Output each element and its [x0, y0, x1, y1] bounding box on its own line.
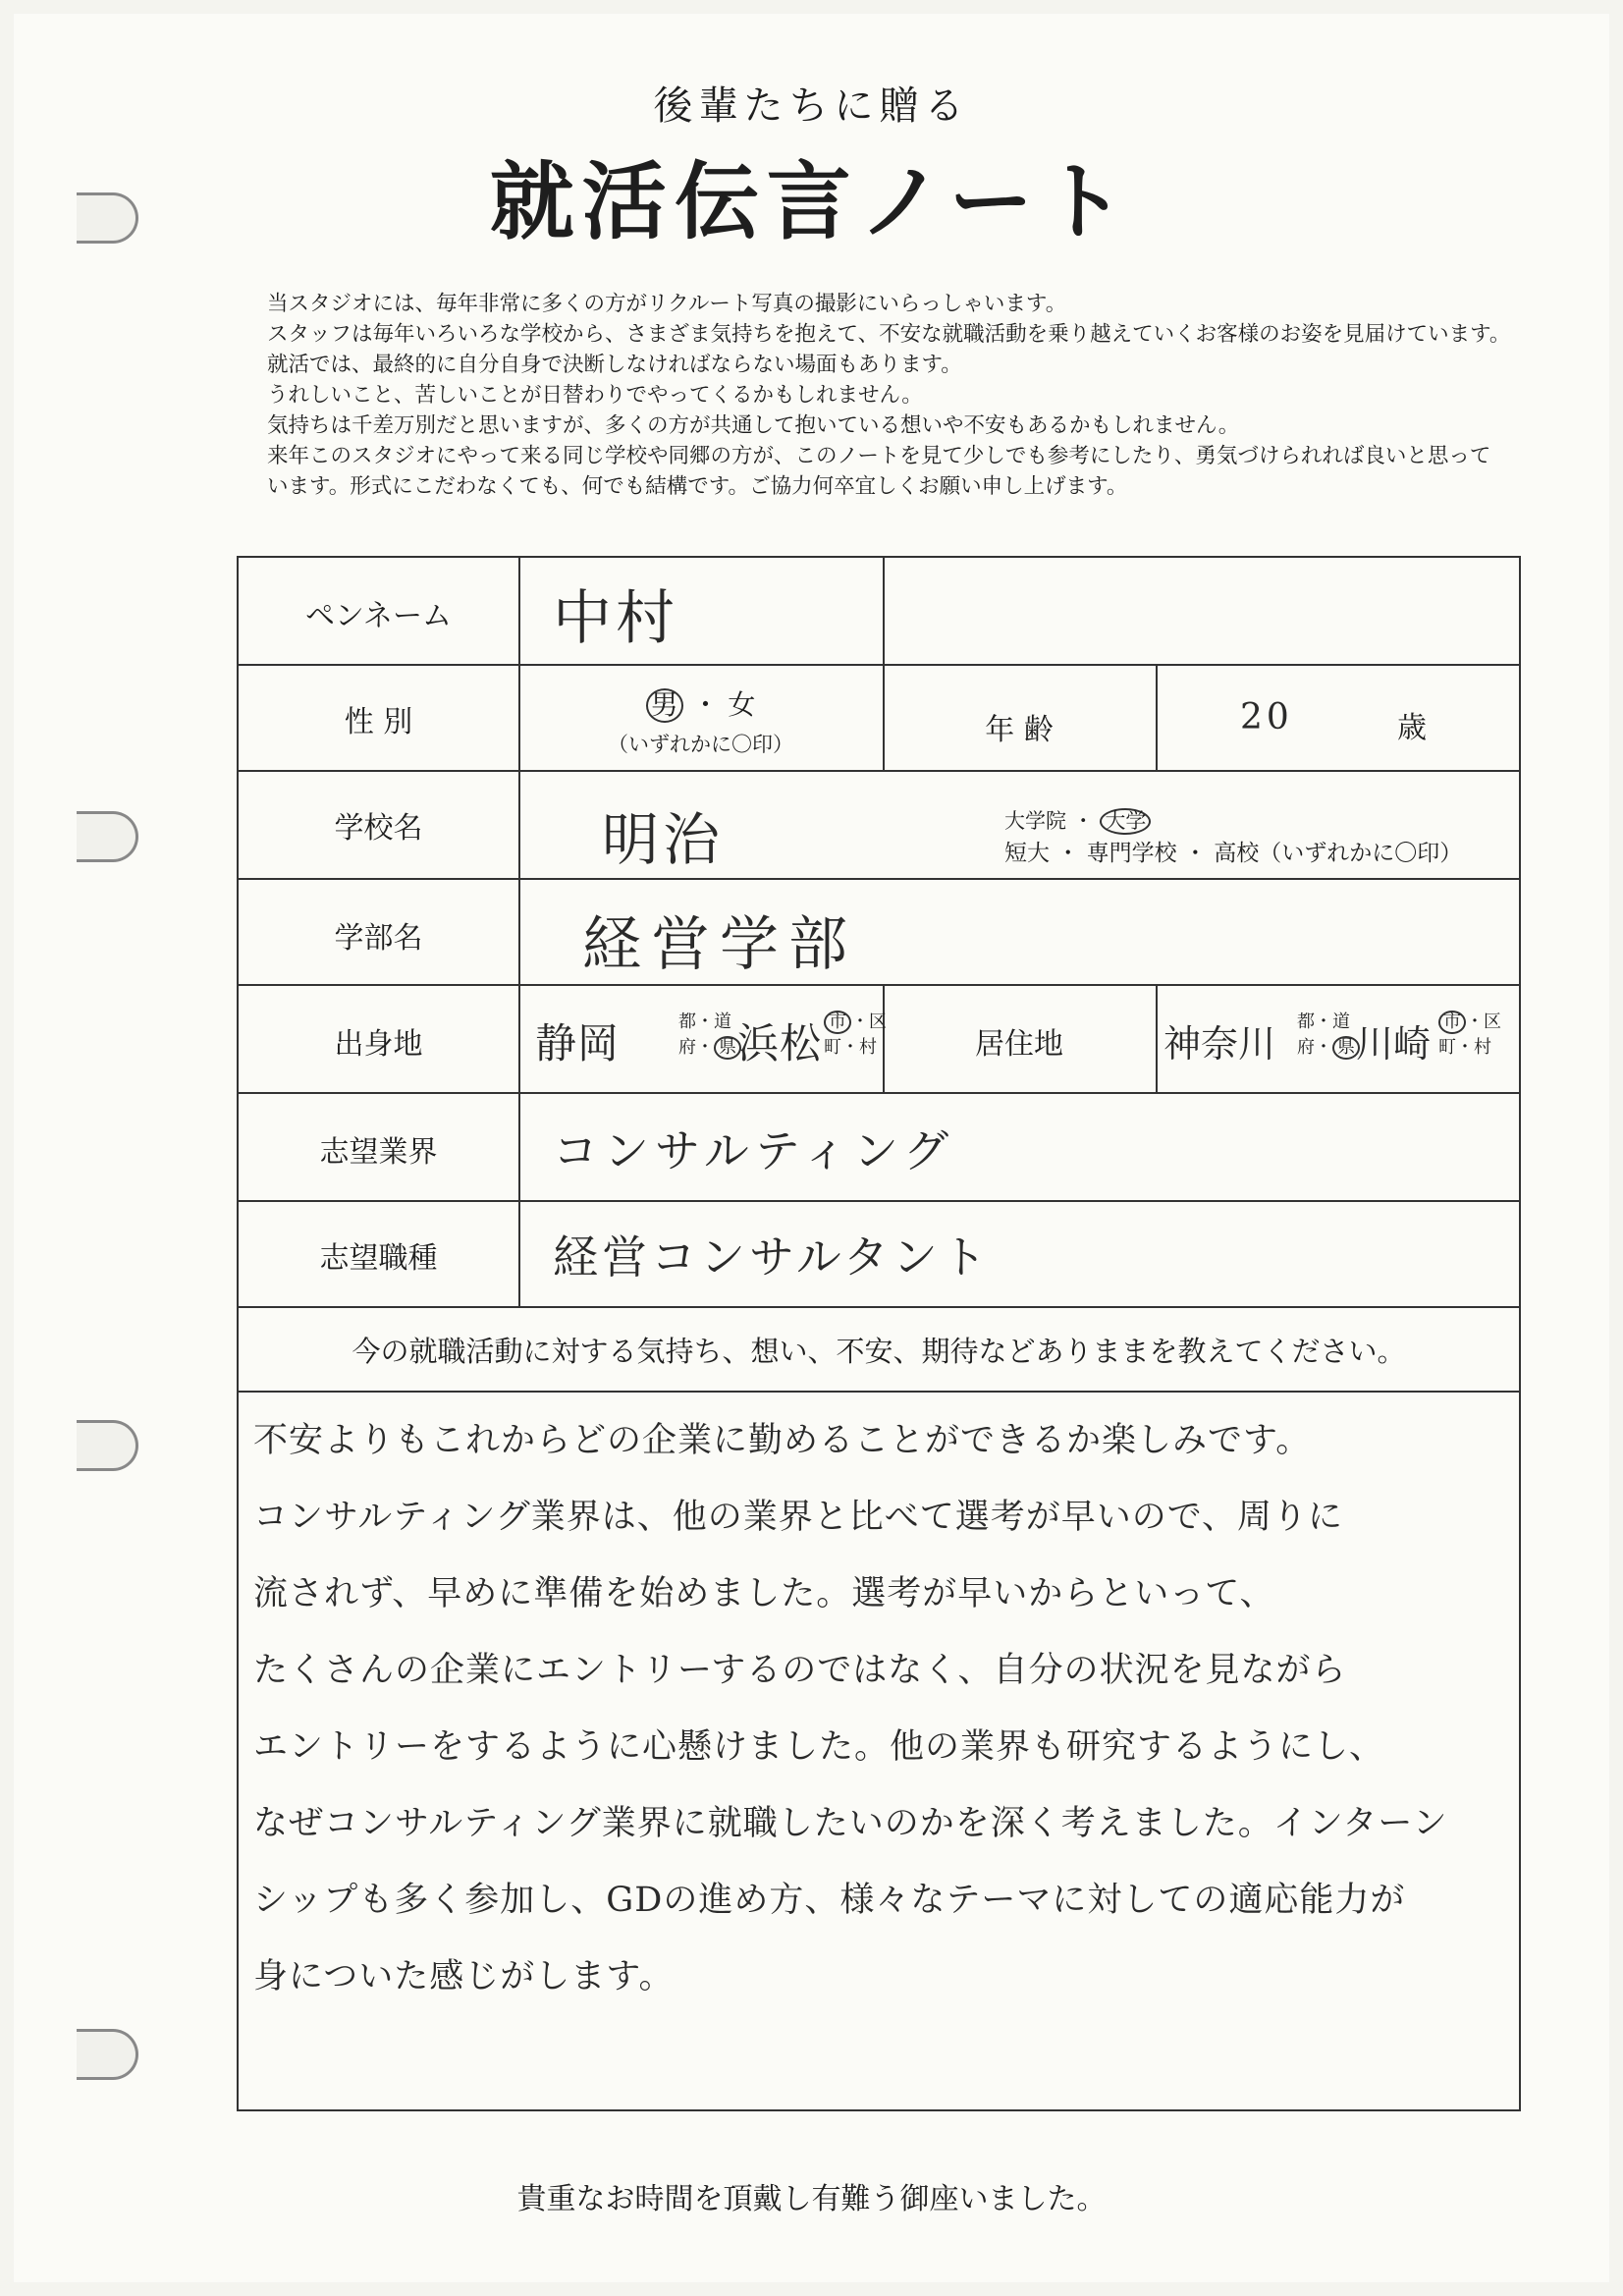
row-divider [239, 878, 1519, 880]
age-label: 年 齢 [985, 713, 1054, 747]
faculty-label: 学部名 [334, 921, 423, 956]
pref-kind-top: 都・道 [1297, 1011, 1350, 1032]
gender-separator: ・ [691, 688, 720, 721]
pref-kind-ken: 県 [1332, 1036, 1360, 1060]
intro-line: うれしいこと、苦しいことが日替わりでやってくるかもしれません。 [267, 383, 923, 408]
pref-kind-fu: 府・ [678, 1037, 714, 1058]
pen-name-label: ペンネーム [304, 599, 453, 633]
questionnaire-form [237, 556, 1521, 2111]
school-opt-univ: 大学 [1100, 808, 1151, 835]
pref-kind-top: 都・道 [678, 1011, 731, 1032]
gender-female: 女 [728, 688, 756, 721]
gender-male: 男 [646, 688, 683, 723]
page-title: 就活伝言ノート [489, 153, 1134, 251]
school-options-line1 [1004, 805, 1151, 835]
pref-kind-fu: 府・ [1297, 1037, 1332, 1058]
subtitle: 後輩たちに贈る [653, 83, 970, 129]
city-kind-top [1438, 1010, 1501, 1035]
essay-line: 不安よりもこれからどの企業に勤めることができるか楽しみです。 [253, 1421, 1312, 1460]
essay-answer [253, 1402, 1510, 2015]
pref-kind-ken: 県 [714, 1036, 741, 1060]
gender-note: （いずれかに〇印） [608, 733, 793, 756]
pref-kind-bottom [1297, 1035, 1360, 1061]
row-divider [239, 1391, 1519, 1393]
intro-line: 来年このスタジオにやって来る同じ学校や同郷の方が、このノートを見て少しでも参考にしたり、勇気づけられれば良いと思って [267, 444, 1491, 468]
row-divider [239, 1200, 1519, 1202]
intro-text [267, 289, 1602, 502]
birthplace-city: 浜松 [737, 1019, 823, 1067]
industry-value: コンサルティング [553, 1124, 955, 1177]
age-unit: 歳 [1397, 711, 1427, 745]
gender-options [518, 683, 883, 723]
industry-label: 志望業界 [319, 1135, 438, 1170]
residence-city-kind [1438, 1010, 1501, 1061]
birthplace-city-kind [824, 1010, 887, 1061]
job-value: 経営コンサルタント [553, 1230, 991, 1284]
intro-line: スタッフは毎年いろいろな学校から、さまざま気持ちを抱えて、不安な就職活動を乗り越えていくお客様のお姿を見届けています。 [267, 322, 1511, 347]
binder-hole [77, 1420, 138, 1471]
essay-prompt: 今の就職活動に対する気持ち、想い、不安、期待などありままを教えてください。 [352, 1335, 1406, 1368]
pen-name-value: 中村 [553, 584, 678, 653]
intro-line: 就活では、最終的に自分自身で決断しなければならない場面もあります。 [267, 353, 962, 377]
residence-pref-kind [1297, 1010, 1360, 1061]
school-label: 学校名 [334, 811, 423, 846]
pref-kind-bottom [678, 1035, 741, 1061]
gender-label: 性 別 [344, 705, 413, 739]
row-divider [239, 984, 1519, 986]
row-divider [239, 1306, 1519, 1308]
footer-thanks: 貴重なお時間を頂戴し有難う御座いました。 [516, 2182, 1107, 2216]
binder-hole [77, 2029, 138, 2080]
school-opt-grad: 大学院 [1004, 809, 1066, 833]
residence-city: 川崎 [1356, 1022, 1432, 1066]
city-kind-ku: ・区 [1466, 1011, 1501, 1032]
column-divider [518, 558, 520, 1306]
column-divider [1156, 984, 1158, 1092]
birthplace-pref: 静岡 [535, 1019, 621, 1067]
city-kind-top [824, 1010, 887, 1035]
city-kind-shi: 市 [1438, 1011, 1466, 1034]
residence-label: 居住地 [975, 1027, 1063, 1062]
essay-line: たくさんの企業にエントリーするのではなく、自分の状況を見ながら [253, 1651, 1347, 1690]
birthplace-pref-kind [678, 1010, 741, 1061]
city-kind-ku: ・区 [851, 1011, 887, 1032]
faculty-value: 経営学部 [582, 910, 857, 979]
school-opt-dot: ・ [1072, 809, 1094, 833]
essay-line: 身についた感じがします。 [253, 1957, 675, 1996]
essay-line: なぜコンサルティング業界に就職したいのかを深く考えました。インターン [253, 1804, 1448, 1843]
job-label: 志望職種 [319, 1241, 438, 1276]
intro-line: 気持ちは千差万別だと思いますが、多くの方が共通して抱いている想いや不安もあるかもしれません。 [267, 413, 1240, 438]
birthplace-label: 出身地 [334, 1027, 423, 1062]
row-divider [239, 770, 1519, 772]
residence-pref: 神奈川 [1163, 1022, 1276, 1066]
binder-hole [77, 811, 138, 862]
city-kind-bottom: 町・村 [824, 1037, 877, 1058]
city-kind-shi: 市 [824, 1011, 851, 1034]
intro-line: います。形式にこだわなくても、何でも結構です。ご協力何卒宜しくお願い申し上げます。 [267, 474, 1128, 499]
age-value: 20 [1240, 697, 1293, 738]
row-divider [239, 664, 1519, 666]
essay-line: 流されず、早めに準備を始めました。選考が早いからといって、 [253, 1574, 1275, 1613]
school-value: 明治 [602, 806, 725, 873]
column-divider [1156, 664, 1158, 770]
intro-line: 当スタジオには、毎年非常に多くの方がリクルート写真の撮影にいらっしゃいます。 [267, 292, 1067, 316]
row-divider [239, 1092, 1519, 1094]
essay-line: エントリーをするように心懸けました。他の業界も研究するようにし、 [253, 1727, 1385, 1767]
essay-line: シップも多く参加し、GDの進め方、様々なテーマに対しての適応能力が [253, 1881, 1406, 1920]
school-options-line2: 短大 ・ 専門学校 ・ 高校（いずれかに〇印） [1004, 841, 1463, 866]
essay-line: コンサルティング業界は、他の業界と比べて選考が早いので、周りに [253, 1498, 1344, 1537]
city-kind-bottom: 町・村 [1438, 1037, 1491, 1058]
note-sheet [14, 14, 1609, 2282]
